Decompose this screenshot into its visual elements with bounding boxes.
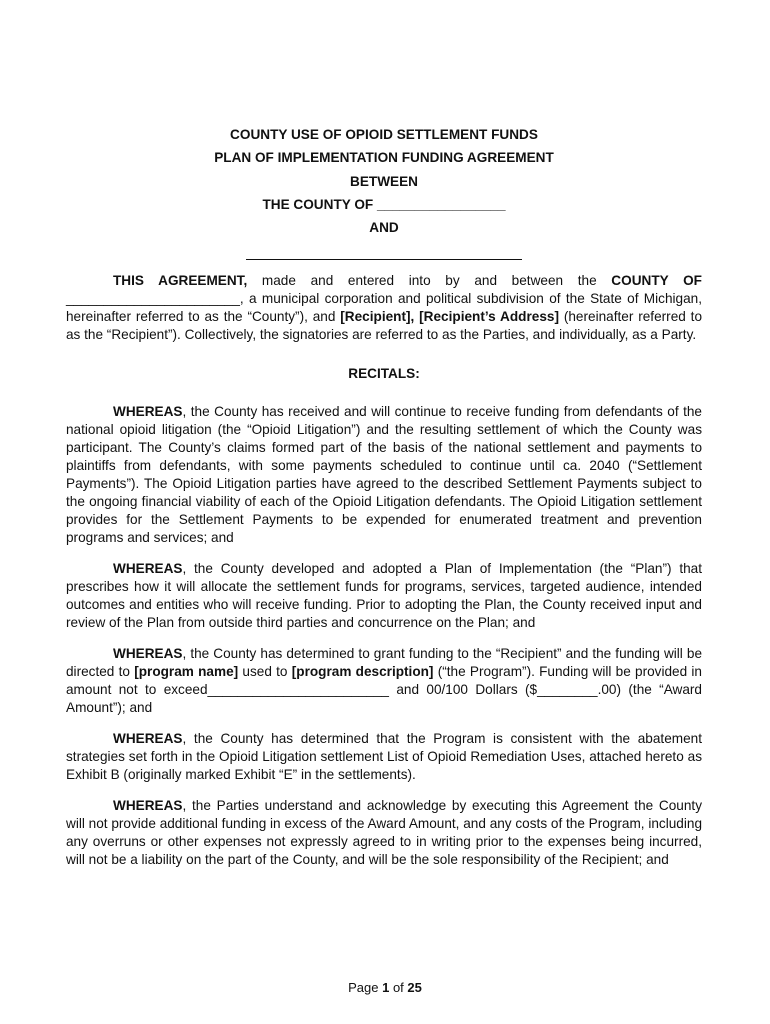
page-label: Page: [348, 980, 383, 995]
recital-3-text-1: , the County has determined to grant funding to the “Recipient” and the funding will be directed to: [66, 646, 702, 679]
title-line-4: THE COUNTY OF _________________: [262, 196, 506, 212]
intro-recipient: [Recipient], [Recipient’s Address]: [340, 309, 559, 324]
intro-text-1: made and entered into by and between the: [247, 273, 612, 288]
agreement-body: [66, 272, 702, 869]
intro-lead: THIS AGREEMENT,: [113, 273, 248, 288]
recital-1-text: , the County has received and will continue to receive funding from defendants of the national opioid litigation (the “Opioid Litigation”) and the resulting settlement of which the County was participant. The County’s claims formed part of the basis of the national settlement and payments to plaintiffs from defendants, with some payments scheduled to continue until ca. 2040 (“Settlement Payments”). The Opioid Litigation parties have agreed to the described Settlement Payments subject to the ongoing financial viability of each of the Opioid Litigation defendants. The Opioid Litigation settlement provides for the Settlement Payments to be expended for enumerated treatment and prevention programs and services; and: [66, 404, 702, 545]
title-line-5: AND: [369, 220, 399, 236]
recital-3-text-3: (“the Program”). Funding will be provided in amount not to exceed________________________ and 00/100 Dollars ($________.00) (the “Award Amount”); and: [66, 664, 702, 715]
recital-4: [66, 730, 702, 784]
recital-2: [66, 560, 702, 632]
recital-5-text: , the Parties understand and acknowledge by executing this Agreement the County will not provide additional funding in excess of the Award Amount, and any costs of the Program, including any overruns or other expenses not expressly agreed to in writing prior to the expenses being incurred, will not be a liability on the part of the County, and will be the sole responsibility of the Recipient; and: [66, 798, 703, 867]
agreement-title: [66, 123, 702, 260]
whereas-label: WHEREAS: [113, 731, 183, 746]
intro-text-3: (hereinafter referred to as the “Recipient”). Collectively, the signatories are referred to as the Parties, and individually, as a Party.: [66, 309, 703, 342]
title-line-2: PLAN OF IMPLEMENTATION FUNDING AGREEMENT: [214, 150, 554, 166]
page-total: 25: [407, 980, 422, 995]
program-name: [program name]: [134, 664, 239, 679]
intro-text-2: _______________________, a municipal corporation and political subdivision of the State of Michigan, hereinafter referred to as the “County”), and: [66, 291, 702, 324]
recital-4-text: , the County has determined that the Program is consistent with the abatement strategies set forth in the Opioid Litigation settlement List of Opioid Remediation Uses, attached hereto as Exhibit B (originally marked Exhibit “E” in the settlements).: [66, 731, 702, 782]
recital-5: [66, 797, 702, 869]
whereas-label: WHEREAS: [113, 646, 183, 661]
whereas-label: WHEREAS: [113, 798, 183, 813]
title-line-3: BETWEEN: [350, 173, 418, 189]
recipient-blank-line: [246, 245, 522, 260]
whereas-label: WHEREAS: [113, 561, 183, 576]
recital-3-text-2: used to: [238, 664, 292, 679]
title-line-1: COUNTY USE OF OPIOID SETTLEMENT FUNDS: [230, 127, 538, 142]
whereas-label: WHEREAS: [113, 404, 183, 419]
program-description: [program description]: [291, 664, 434, 679]
page-of-label: of: [389, 980, 408, 995]
page-current: 1: [382, 980, 390, 995]
intro-paragraph: [66, 272, 702, 344]
recitals-heading: RECITALS:: [348, 366, 420, 381]
page-footer: [0, 980, 770, 995]
intro-county: COUNTY OF: [611, 273, 702, 288]
recital-3: [66, 645, 702, 717]
recital-1: [66, 403, 702, 547]
recital-2-text: , the County developed and adopted a Plan of Implementation (the “Plan”) that prescribes how it will allocate the settlement funds for programs, services, targeted audience, intended outcomes and entities who will receive funding. Prior to adopting the Plan, the County received input and review of the Plan from outside third parties and concurrence on the Plan; and: [66, 561, 702, 630]
